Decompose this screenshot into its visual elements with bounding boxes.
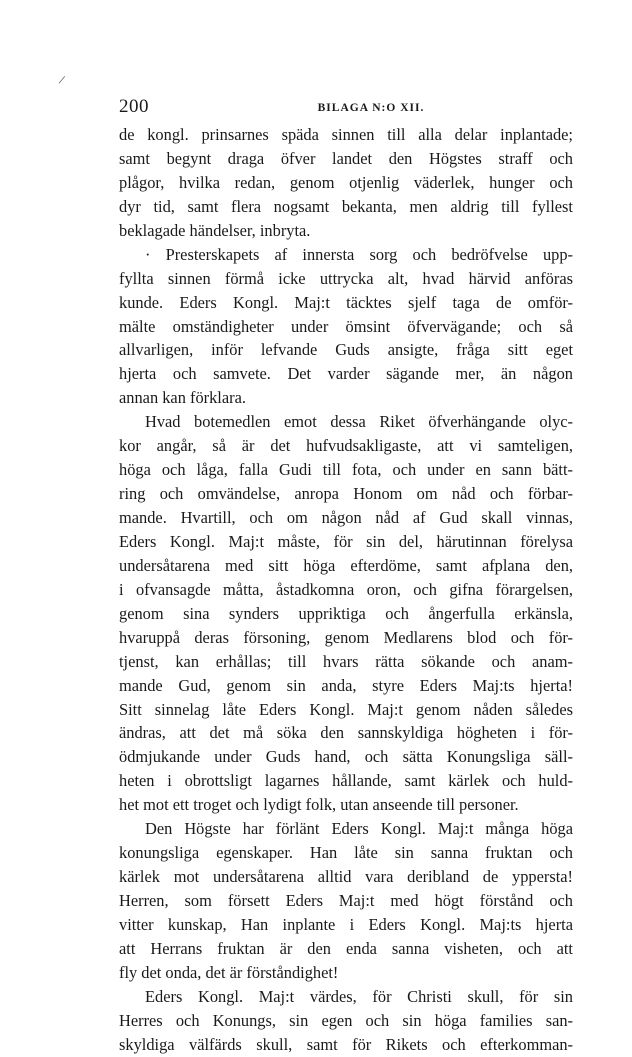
text-line: Eders Kongl. Maj:t värdes, för Christi skull, för sin <box>145 986 573 1006</box>
text-line: fly det onda, det är förståndighet! <box>119 962 339 982</box>
text-line: i ofvansagde måtta, åstadkomna oron, och gifna förargelsen, <box>119 579 573 599</box>
text-line: Hvad botemedlen emot dessa Riket öfverhängande olyc- <box>145 412 573 432</box>
page-header <box>119 96 573 120</box>
text-line: mande. Hvartill, och om någon nåd af Gud skall vinnas, <box>119 508 573 527</box>
text-line: genom sina synders uppriktiga och ångerfulla erkänsla, <box>119 603 573 623</box>
text-line: kärlek mot undersåtarena alltid vara deribland de yppersta! <box>119 867 573 887</box>
text-line: Den Högste har förlänt Eders Kongl. Maj:t många höga <box>145 819 573 839</box>
text-line: heten i obrottsligt lagarnes hållande, samt kärlek och huld- <box>119 771 573 791</box>
text-line: het mot ett troget och lydigt folk, utan anseende till personer. <box>119 795 519 815</box>
text-line: ring och omvändelse, anropa Honom om nåd och förbar- <box>119 484 573 504</box>
text-line: undersåtarena med sitt höga efterdöme, samt afplana den, <box>119 555 573 575</box>
text-line: Herres och Konungs, sin egen och sin höga families san- <box>119 1010 573 1030</box>
text-line: samt begynt draga öfver landet den Högstes straff och <box>119 148 573 168</box>
text-line: annan kan förklara. <box>119 388 246 408</box>
text-line: skyldiga välfärds skull, samt för Rikets och efterkomman- <box>119 1034 573 1054</box>
text-line: höga och låga, falla Gudi till fota, och under en sann bätt- <box>119 460 573 480</box>
text-line: kunde. Eders Kongl. Maj:t täcktes sjelf taga de omför- <box>119 292 573 312</box>
text-line: beklagade händelser, inbryta. <box>119 220 311 240</box>
text-line: hjerta och samvete. Det varder sägande mer, än någon <box>119 364 573 384</box>
text-line: konungsliga egenskaper. Han låte sin sanna fruktan och <box>119 843 573 863</box>
stray-mark: / <box>57 71 67 88</box>
text-line: vitter kunskap, Han inplante i Eders Kongl. Maj:ts hjerta <box>119 914 573 934</box>
body-text <box>119 123 573 1057</box>
text-line: ödmjukande under Guds hand, och sätta Konungsliga säll- <box>119 747 573 767</box>
text-line: fyllta sinnen förmå icke uttrycka alt, hvad härvid anföras <box>119 268 573 288</box>
page-number: 200 <box>119 96 149 117</box>
text-line: hvaruppå deras försoning, genom Medlarens blod och för- <box>119 627 573 647</box>
text-line: kor angår, så är det hufvudsakligaste, att vi samteligen, <box>119 436 573 456</box>
text-line: de kongl. prinsarnes späda sinnen till alla delar inplantade; <box>119 125 573 144</box>
running-head: BILAGA N:O XII. <box>317 102 425 114</box>
text-line: · Presterskapets af innersta sorg och bedröfvelse upp- <box>145 244 573 264</box>
text-line: dyr tid, samt flera nogsamt bekanta, men aldrig till fyllest <box>119 196 573 216</box>
text-line: att Herrans fruktan är den enda sanna visheten, och att <box>119 938 573 958</box>
text-line: ändras, att det må söka den sannskyldiga högheten i för- <box>119 723 573 743</box>
text-line: plågor, hvilka redan, genom otjenlig väderlek, hunger och <box>119 172 573 192</box>
text-line: Herren, som försett Eders Maj:t med högt förstånd och <box>119 891 573 910</box>
text-line: tjenst, kan erhållas; till hvars rätta sökande och anam- <box>119 651 573 671</box>
text-line: Eders Kongl. Maj:t måste, för sin del, härutinnan förelysa <box>119 531 573 551</box>
text-line: allvarligen, inför lefvande Guds ansigte, fråga sitt eget <box>119 340 573 360</box>
text-line: mande Gud, genom sin anda, styre Eders Maj:ts hjerta! <box>119 675 573 695</box>
text-line: Sitt sinnelag låte Eders Kongl. Maj:t genom nåden således <box>119 699 573 719</box>
text-line: mälte omständigheter under ömsint öfvervägande; och så <box>119 316 573 336</box>
